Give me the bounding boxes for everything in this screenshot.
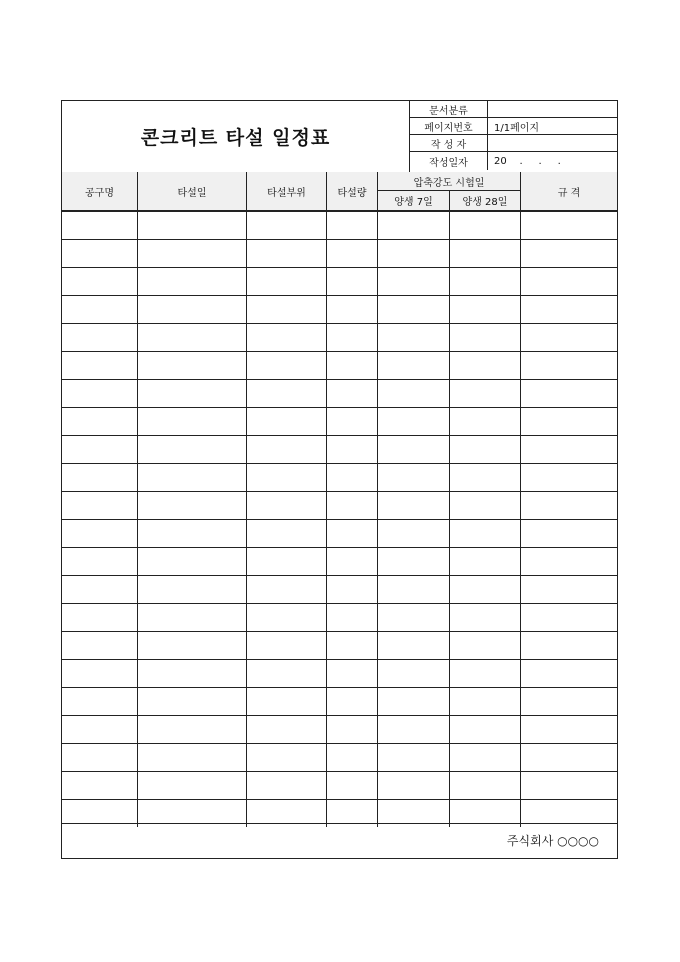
cell-pour-location[interactable] xyxy=(247,744,327,771)
cell-spec[interactable] xyxy=(521,548,617,575)
cell-spec[interactable] xyxy=(521,688,617,715)
cell-cure-7[interactable] xyxy=(378,212,450,239)
cell-pour-location[interactable] xyxy=(247,352,327,379)
cell-cure-7[interactable] xyxy=(378,492,450,519)
cell-pour-amount[interactable] xyxy=(327,744,378,771)
cell-pour-amount[interactable] xyxy=(327,380,378,407)
cell-cure-7[interactable] xyxy=(378,604,450,631)
cell-pour-amount[interactable] xyxy=(327,240,378,267)
meta-label: 페이지번호 xyxy=(410,118,488,134)
cell-work-name[interactable] xyxy=(62,268,138,295)
cell-cure-28[interactable] xyxy=(450,772,521,799)
cell-pour-location[interactable] xyxy=(247,296,327,323)
table-row xyxy=(62,324,617,352)
cell-cure-7[interactable] xyxy=(378,716,450,743)
cell-pour-amount[interactable] xyxy=(327,716,378,743)
meta-label: 문서분류 xyxy=(410,101,488,117)
cell-cure-28[interactable] xyxy=(450,660,521,687)
cell-cure-7[interactable] xyxy=(378,436,450,463)
cell-cure-7[interactable] xyxy=(378,464,450,491)
cell-pour-location[interactable] xyxy=(247,632,327,659)
cell-pour-amount[interactable] xyxy=(327,268,378,295)
cell-cure-28[interactable] xyxy=(450,380,521,407)
cell-spec[interactable] xyxy=(521,324,617,351)
cell-spec[interactable] xyxy=(521,464,617,491)
cell-pour-location[interactable] xyxy=(247,408,327,435)
cell-pour-amount[interactable] xyxy=(327,352,378,379)
table-row xyxy=(62,296,617,324)
cell-work-name[interactable] xyxy=(62,352,138,379)
cell-pour-date[interactable] xyxy=(138,268,247,295)
meta-row-date xyxy=(410,152,618,170)
table-row xyxy=(62,352,617,380)
cell-work-name[interactable] xyxy=(62,212,138,239)
cell-cure-28[interactable] xyxy=(450,352,521,379)
cell-work-name[interactable] xyxy=(62,408,138,435)
cell-cure-7[interactable] xyxy=(378,548,450,575)
cell-pour-amount[interactable] xyxy=(327,660,378,687)
table-row xyxy=(62,212,617,240)
cell-work-name[interactable] xyxy=(62,436,138,463)
cell-cure-28[interactable] xyxy=(450,576,521,603)
document-title: 콘크리트 타설 일정표 xyxy=(140,127,331,149)
cell-pour-location[interactable] xyxy=(247,660,327,687)
cell-pour-amount[interactable] xyxy=(327,296,378,323)
cell-pour-location[interactable] xyxy=(247,464,327,491)
cell-pour-date[interactable] xyxy=(138,408,247,435)
cell-pour-date[interactable] xyxy=(138,716,247,743)
cell-cure-7[interactable] xyxy=(378,688,450,715)
cell-pour-amount[interactable] xyxy=(327,632,378,659)
cell-pour-location[interactable] xyxy=(247,380,327,407)
cell-pour-amount[interactable] xyxy=(327,688,378,715)
table-row xyxy=(62,464,617,492)
column-header-spec: 규 격 xyxy=(557,187,581,199)
table-row xyxy=(62,688,617,716)
company-name: 주식회사 ○○○○ xyxy=(506,834,599,848)
cell-work-name[interactable] xyxy=(62,240,138,267)
cell-work-name[interactable] xyxy=(62,632,138,659)
cell-cure-28[interactable] xyxy=(450,716,521,743)
cell-cure-28[interactable] xyxy=(450,604,521,631)
table-row xyxy=(62,436,617,464)
cell-pour-amount[interactable] xyxy=(327,520,378,547)
cell-spec[interactable] xyxy=(521,716,617,743)
cell-pour-amount[interactable] xyxy=(327,604,378,631)
cell-cure-7[interactable] xyxy=(378,352,450,379)
table-row xyxy=(62,576,617,604)
cell-pour-location[interactable] xyxy=(247,324,327,351)
cell-cure-7[interactable] xyxy=(378,240,450,267)
cell-pour-date[interactable] xyxy=(138,632,247,659)
cell-cure-7[interactable] xyxy=(378,772,450,799)
table-row xyxy=(62,744,617,772)
cell-cure-28[interactable] xyxy=(450,520,521,547)
cell-cure-7[interactable] xyxy=(378,296,450,323)
cell-pour-amount[interactable] xyxy=(327,772,378,799)
cell-spec[interactable] xyxy=(521,576,617,603)
cell-work-name[interactable] xyxy=(62,464,138,491)
cell-spec[interactable] xyxy=(521,520,617,547)
cell-work-name[interactable] xyxy=(62,716,138,743)
column-header-strength-test: 압축강도 시험일 xyxy=(378,172,521,191)
meta-label: 작 성 자 xyxy=(410,135,488,151)
cell-pour-date[interactable] xyxy=(138,492,247,519)
cell-work-name[interactable] xyxy=(62,296,138,323)
cell-work-name[interactable] xyxy=(62,576,138,603)
cell-spec[interactable] xyxy=(521,268,617,295)
cell-spec[interactable] xyxy=(521,408,617,435)
document-meta-box xyxy=(409,101,618,172)
column-header-pour-amount: 타설량 xyxy=(327,172,378,210)
column-header-cure-7: 양생 7일 xyxy=(378,191,450,210)
cell-pour-location[interactable] xyxy=(247,576,327,603)
cell-pour-date[interactable] xyxy=(138,688,247,715)
cell-work-name[interactable] xyxy=(62,324,138,351)
column-header-pour-date: 타설일 xyxy=(138,172,247,210)
cell-spec[interactable] xyxy=(521,492,617,519)
cell-cure-28[interactable] xyxy=(450,296,521,323)
cell-pour-location[interactable] xyxy=(247,716,327,743)
meta-value[interactable]: 1/1페이지 xyxy=(494,122,540,134)
cell-spec[interactable] xyxy=(521,296,617,323)
cell-spec[interactable] xyxy=(521,604,617,631)
table-row xyxy=(62,492,617,520)
cell-pour-date[interactable] xyxy=(138,212,247,239)
cell-spec[interactable] xyxy=(521,380,617,407)
cell-pour-amount[interactable] xyxy=(327,492,378,519)
cell-cure-28[interactable] xyxy=(450,240,521,267)
meta-row-author xyxy=(410,135,618,152)
cell-cure-7[interactable] xyxy=(378,380,450,407)
cell-pour-date[interactable] xyxy=(138,296,247,323)
cell-pour-location[interactable] xyxy=(247,492,327,519)
cell-spec[interactable] xyxy=(521,744,617,771)
cell-cure-7[interactable] xyxy=(378,744,450,771)
cell-pour-date[interactable] xyxy=(138,548,247,575)
cell-pour-location[interactable] xyxy=(247,772,327,799)
cell-spec[interactable] xyxy=(521,632,617,659)
cell-work-name[interactable] xyxy=(62,520,138,547)
cell-pour-date[interactable] xyxy=(138,464,247,491)
meta-value[interactable]: 20 . . . xyxy=(494,155,561,167)
cell-cure-7[interactable] xyxy=(378,632,450,659)
column-header-cure-28: 양생 28일 xyxy=(450,191,521,210)
cell-cure-7[interactable] xyxy=(378,660,450,687)
cell-cure-7[interactable] xyxy=(378,520,450,547)
cell-pour-date[interactable] xyxy=(138,240,247,267)
cell-pour-amount[interactable] xyxy=(327,548,378,575)
cell-cure-28[interactable] xyxy=(450,268,521,295)
cell-cure-7[interactable] xyxy=(378,576,450,603)
cell-work-name[interactable] xyxy=(62,604,138,631)
cell-cure-28[interactable] xyxy=(450,492,521,519)
table-row xyxy=(62,520,617,548)
cell-pour-date[interactable] xyxy=(138,436,247,463)
table-row xyxy=(62,548,617,576)
cell-cure-28[interactable] xyxy=(450,212,521,239)
cell-pour-date[interactable] xyxy=(138,744,247,771)
cell-pour-date[interactable] xyxy=(138,660,247,687)
cell-cure-7[interactable] xyxy=(378,408,450,435)
cell-work-name[interactable] xyxy=(62,744,138,771)
table-row xyxy=(62,408,617,436)
meta-row-category xyxy=(410,101,618,118)
cell-cure-28[interactable] xyxy=(450,632,521,659)
cell-pour-location[interactable] xyxy=(247,240,327,267)
cell-spec[interactable] xyxy=(521,240,617,267)
cell-pour-amount[interactable] xyxy=(327,436,378,463)
cell-pour-location[interactable] xyxy=(247,548,327,575)
cell-pour-date[interactable] xyxy=(138,324,247,351)
cell-cure-28[interactable] xyxy=(450,688,521,715)
cell-spec[interactable] xyxy=(521,436,617,463)
cell-work-name[interactable] xyxy=(62,772,138,799)
meta-label: 작성일자 xyxy=(410,152,488,170)
table-row xyxy=(62,772,617,800)
table-header xyxy=(62,172,617,212)
company-footer xyxy=(62,823,617,858)
cell-spec[interactable] xyxy=(521,660,617,687)
cell-pour-date[interactable] xyxy=(138,520,247,547)
schedule-table-body xyxy=(62,212,617,824)
cell-pour-date[interactable] xyxy=(138,772,247,799)
cell-work-name[interactable] xyxy=(62,548,138,575)
cell-spec[interactable] xyxy=(521,212,617,239)
cell-pour-date[interactable] xyxy=(138,380,247,407)
cell-pour-date[interactable] xyxy=(138,604,247,631)
cell-cure-7[interactable] xyxy=(378,268,450,295)
cell-cure-28[interactable] xyxy=(450,324,521,351)
cell-pour-location[interactable] xyxy=(247,268,327,295)
cell-cure-28[interactable] xyxy=(450,548,521,575)
schedule-sheet xyxy=(61,100,618,859)
cell-spec[interactable] xyxy=(521,772,617,799)
cell-spec[interactable] xyxy=(521,352,617,379)
cell-pour-location[interactable] xyxy=(247,688,327,715)
cell-pour-amount[interactable] xyxy=(327,408,378,435)
cell-cure-28[interactable] xyxy=(450,436,521,463)
document-header xyxy=(62,101,617,173)
cell-pour-amount[interactable] xyxy=(327,464,378,491)
cell-pour-location[interactable] xyxy=(247,436,327,463)
table-row xyxy=(62,632,617,660)
table-row xyxy=(62,268,617,296)
cell-pour-location[interactable] xyxy=(247,520,327,547)
table-row xyxy=(62,380,617,408)
cell-work-name[interactable] xyxy=(62,688,138,715)
table-row xyxy=(62,240,617,268)
cell-pour-amount[interactable] xyxy=(327,212,378,239)
cell-work-name[interactable] xyxy=(62,660,138,687)
cell-work-name[interactable] xyxy=(62,492,138,519)
cell-pour-amount[interactable] xyxy=(327,576,378,603)
column-header-pour-location: 타설부위 xyxy=(247,172,327,210)
cell-work-name[interactable] xyxy=(62,380,138,407)
cell-pour-location[interactable] xyxy=(247,604,327,631)
cell-cure-28[interactable] xyxy=(450,464,521,491)
column-header-work-name: 공구명 xyxy=(62,172,138,210)
cell-pour-location[interactable] xyxy=(247,212,327,239)
table-row xyxy=(62,716,617,744)
cell-cure-7[interactable] xyxy=(378,324,450,351)
cell-pour-date[interactable] xyxy=(138,576,247,603)
table-row xyxy=(62,604,617,632)
cell-cure-28[interactable] xyxy=(450,744,521,771)
cell-pour-date[interactable] xyxy=(138,352,247,379)
meta-row-page-number xyxy=(410,118,618,135)
table-row xyxy=(62,660,617,688)
cell-cure-28[interactable] xyxy=(450,408,521,435)
cell-pour-amount[interactable] xyxy=(327,324,378,351)
